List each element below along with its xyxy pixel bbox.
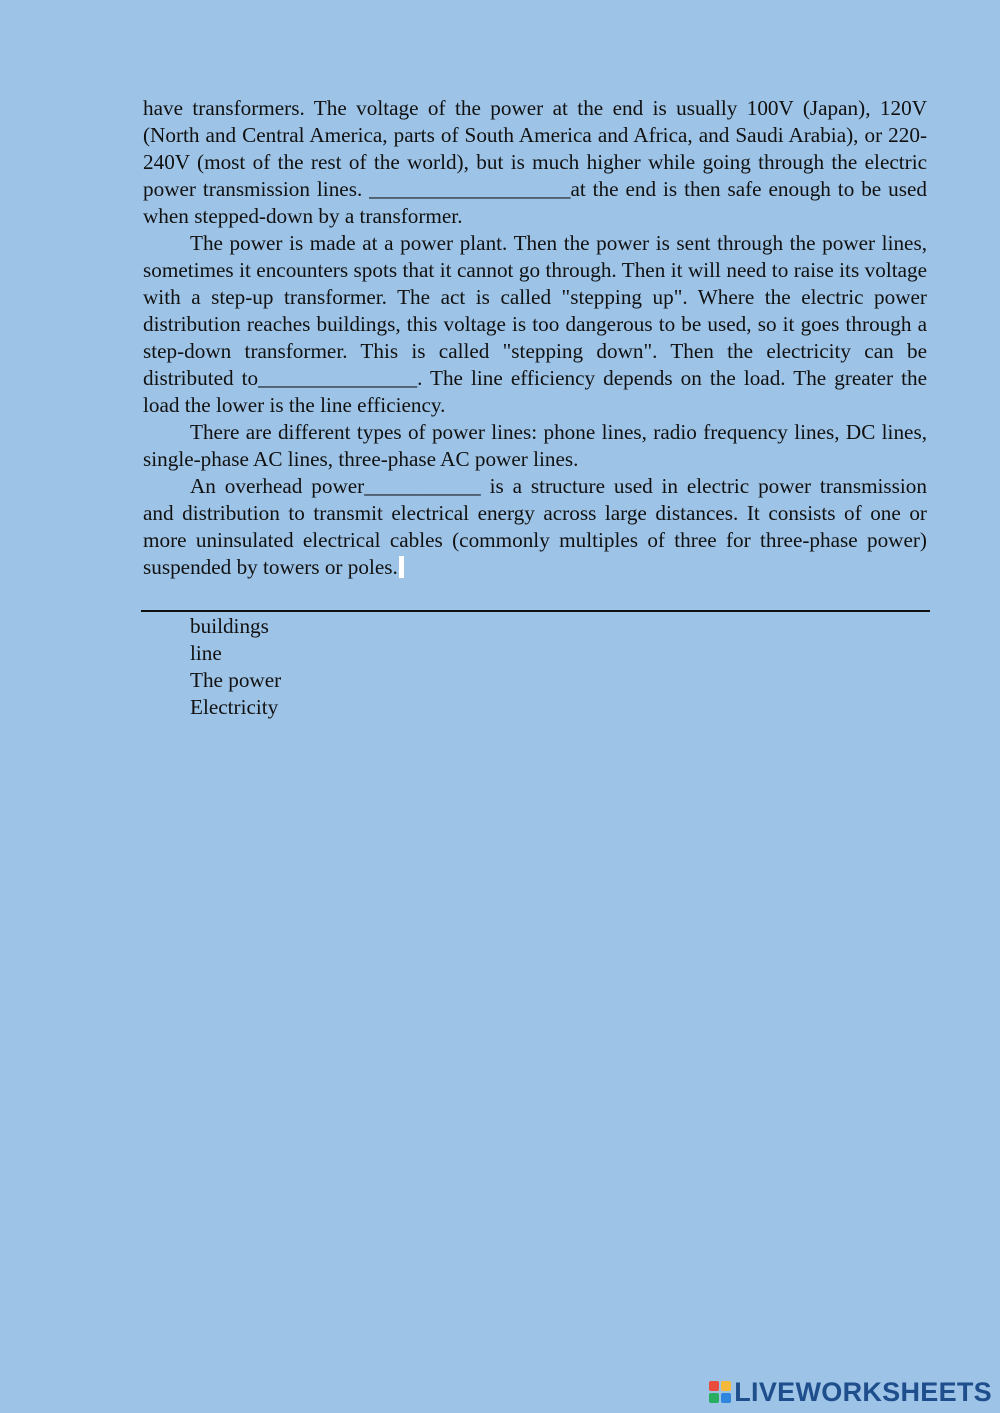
paragraph-3 (143, 419, 927, 473)
word-bank (190, 613, 281, 721)
paragraph-2-text-b: . The line efficiency depends on the load. The greater the load the lower is the line efficiency. (143, 366, 927, 417)
logo-square-v (709, 1393, 719, 1403)
blank-2[interactable]: _______________ (258, 366, 418, 390)
word-bank-item: buildings (190, 614, 269, 638)
live-icon (709, 1381, 731, 1403)
logo-square-l (709, 1381, 719, 1391)
word-bank-item: Electricity (190, 695, 279, 719)
liveworksheets-logo (709, 1377, 992, 1407)
paragraph-4-text-a: An overhead power (190, 474, 365, 498)
word-bank-item: line (190, 641, 222, 665)
paragraph-4-text-b: is a structure used in electric power transmission and distribution to transmit electrical energy across large distances. It consists of one or more uninsulated electrical cables (commonly multiples of three for three-phase power) suspended by towers or poles (143, 474, 927, 579)
logo-text: LIVEWORKSHEETS (734, 1377, 992, 1407)
paragraph-1 (143, 95, 927, 230)
paragraph-4-period: . (392, 555, 398, 579)
blank-1[interactable]: ___________________ (369, 177, 571, 201)
logo-square-i (721, 1381, 731, 1391)
paragraph-2 (143, 230, 927, 419)
word-bank-item: The power (190, 668, 282, 692)
worksheet-text (143, 95, 927, 581)
paragraph-2-text-a: The power is made at a power plant. Then the power is sent through the power lines, sometimes it encounters spots that it cannot go through. Then it will need to raise its voltage with a step-up transformer. The act is called "stepping up". Where the electric power distribution reaches buildings, this voltage is too dangerous to be used, so it goes through a step-down transformer. This is called "stepping down". Then the electricity can be distributed to (143, 231, 927, 390)
section-divider (141, 610, 930, 612)
logo-square-e (721, 1393, 731, 1403)
paragraph-1-text-b: at the end is then safe enough to be used when stepped-down by a transformer. (143, 177, 927, 228)
paragraph-3-text: There are different types of power lines: phone lines, radio frequency lines, DC lines, single-phase AC lines, three-phase AC power lines. (143, 420, 927, 471)
blank-3[interactable]: ___________ (364, 474, 481, 498)
paragraph-1-text-a: have transformers. The voltage of the power at the end is usually 100V (Japan), 120V (North and Central America, parts of South America and Africa, and Saudi Arabia), or 220-240V (most of the rest of the world), but is much higher while going through the electric power transmission lines. (143, 96, 927, 201)
text-cursor-highlight (399, 556, 404, 578)
paragraph-4 (143, 473, 927, 581)
